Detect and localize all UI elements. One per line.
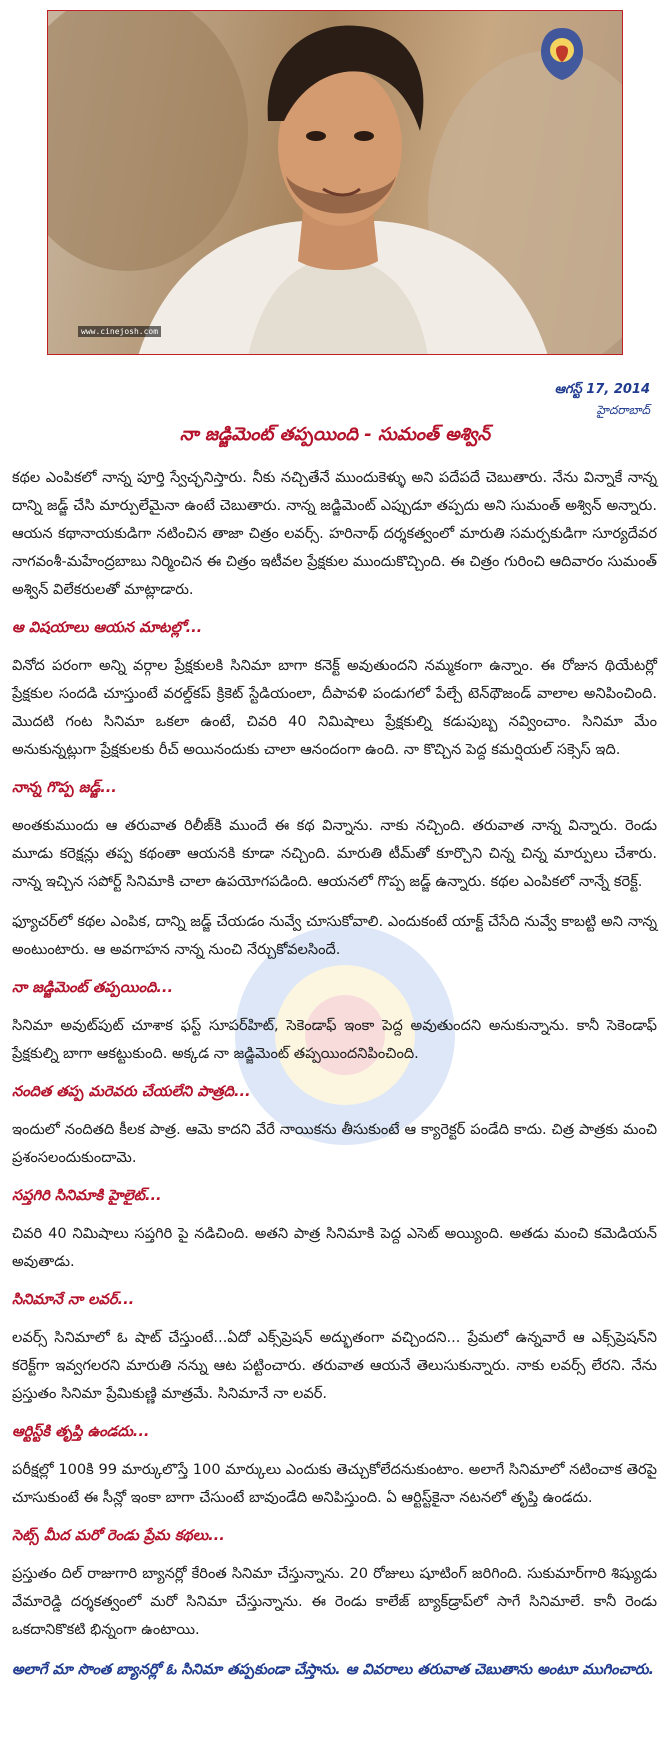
section-heading: నందిత తప్ప మరెవరు చేయలేని పాత్రది... xyxy=(12,1083,251,1100)
section-paragraph: ఫ్యూచర్‌లో కథల ఎంపిక, దాన్ని జడ్జ్ చేయడం నువ్వే చూసుకోవాలి. ఎందుకంటే యాక్ట్ చేసేది నువ్వే కాబట్టి అని నాన్న అంటుంటారు. ఆ అవగాహన నాన్న నుంచి నేర్చుకోవలసిందే. xyxy=(12,913,657,958)
intro-paragraph: కథల ఎంపికలో నాన్న పూర్తి స్వేచ్ఛనిస్తారు. నీకు నచ్చితేనే ముందుకెళ్ళు అని పదేపదే చెబుతారు. నేను విన్నాకే నాన్న దాన్ని జడ్జ్ చేసి మార్పులేమైనా ఉంటే చెబుతారు. నాన్న జడ్జిమెంట్ ఎప్పుడూ తప్పదు అని సుమంత్ అశ్విన్ అన్నారు. ఆయన కథానాయకుడిగా నటించిన తాజా చిత్రం లవర్స్. హరినాథ్ దర్శకత్వంలో మారుతి సమర్పకుడిగా సూర్యదేవర నాగవంశీ-మహేంద్రబాబు నిర్మించిన ఈ చిత్రం ఇటీవల ప్రేక్షకుల ముందుకొచ్చింది. ఈ చిత్రం గురించి ఆదివారం సుమంత్ అశ్విన్ విలేకరులతో మాట్లాడారు. xyxy=(12,469,657,598)
article-location: హైదరాబాద్ xyxy=(596,403,650,417)
section-paragraph: పరీక్షల్లో 100కి 99 మార్కులొస్తే 100 మార్కులు ఎందుకు తెచ్చుకోలేదనుకుంటాం. అలాగే సినిమాలో నటించాక తెరపై చూసుకుంటే ఈ సీన్లో ఇంకా బాగా చేసుంటే బావుండేది అనిపిస్తుంది. ఏ ఆర్టిస్ట్‌కైనా నటనలో తృప్తి ఉండదు. xyxy=(12,1461,657,1506)
article-body xyxy=(12,464,657,1696)
section-paragraph: సినిమా అవుట్‌పుట్ చూశాక ఫస్ట్ సూపర్‌హిట్, సెకెండాఫ్ ఇంకా పెద్ద అవుతుందని అనుకున్నాను. కానీ సెకెండాఫ్ ప్రేక్షకుల్ని బాగా ఆకట్టుకుంది. అక్కడ నా జడ్జిమెంట్ తప్పయిందనిపించింది. xyxy=(12,1017,657,1062)
article-photo xyxy=(47,10,623,355)
section-heading: ఆ విషయాలు ఆయన మాటల్లో... xyxy=(12,619,203,636)
section-paragraph: ఇందులో నందితది కీలక పాత్ర. ఆమె కాదని వేరే నాయికను తీసుకుంటే ఆ క్యారెక్టర్ పండేది కాదు. చిత్ర పాత్రకు మంచి ప్రశంసలందుకుందామె. xyxy=(12,1121,657,1166)
article-date: ఆగస్ట్ 17, 2014 xyxy=(554,382,650,397)
section-paragraph: చివరి 40 నిమిషాలు సప్తగిరి పై నడిచింది. అతని పాత్ర సినిమాకి పెద్ద ఎసెట్ అయ్యింది. అతడు మంచి కమెడియన్ అవుతాడు. xyxy=(12,1225,657,1270)
section-heading: సెట్స్ మీద మరో రెండు ప్రేమ కథలు... xyxy=(12,1527,225,1544)
dateline xyxy=(555,380,650,420)
section-paragraph: ప్రస్తుతం దిల్ రాజుగారి బ్యానర్లో కేరింత సినిమా చేస్తున్నాను. 20 రోజులు షూటింగ్ జరిగింది. సుకుమార్‌గారి శిష్యుడు వేమారెడ్డి దర్శకత్వంలో మరో సినిమా చేస్తున్నాను. ఈ రెండు కాలేజ్ బ్యాక్‌డ్రాప్‌లో సాగే సినిమాలే. కానీ రెండు ఒకదానికొకటి భిన్నంగా ఉంటాయి. xyxy=(12,1565,657,1638)
article-headline: నా జడ్జిమెంట్ తప్పయింది - సుమంత్ అశ్విన్ xyxy=(179,424,491,445)
section-heading: నాన్న గొప్ప జడ్జ్... xyxy=(12,779,117,796)
section-paragraph: లవర్స్ సినిమాలో ఓ షాట్ చేస్తుంటే...ఏదో ఎక్స్‌ప్రెషన్ అద్భుతంగా వచ్చిందని... ప్రేమలో ఉన్నవారే ఆ ఎక్స్‌ప్రెషన్‌ని కరెక్ట్‌గా ఇవ్వగలరని మారుతి నన్ను ఆట పట్టించారు. తరువాత ఆయనే తెలుసుకున్నారు. నాకు లవర్స్ లేరని. నేను ప్రస్తుతం సినిమా ప్రేమికుణ్ణి మాత్రమే. సినిమానే నా లవర్. xyxy=(12,1329,657,1402)
closing-paragraph: అలాగే మా సొంత బ్యానర్లో ఓ సినిమా తప్పకుండా చేస్తాను. ఆ వివరాలు తరువాత చెబుతాను అంటూ ముగించారు. xyxy=(12,1661,655,1678)
section-heading: సప్తగిరి సినిమాకి హైలైట్... xyxy=(12,1187,162,1204)
section-paragraph: అంతకుముందు ఆ తరువాత రిలీజ్‌కి ముందే ఈ కథ విన్నాను. నాకు నచ్చింది. తరువాత నాన్న విన్నారు. రెండు మూడు కరెక్షన్లు తప్ప కథంతా ఆయనకి కూడా నచ్చింది. మారుతి టీమ్‌తో కూర్చొని చిన్న చిన్న మార్పులు చేశారు. నాన్న ఇచ్చిన సపోర్ట్ సినిమాకి చాలా ఉపయోగపడింది. ఆయనలో గొప్ప జడ్జ్ ఉన్నారు. కథల ఎంపికలో నాన్నే కరెక్ట్. xyxy=(12,817,657,890)
photo-watermark: www.cinejosh.com xyxy=(78,326,161,337)
section-heading: నా జడ్జిమెంట్ తప్పయింది... xyxy=(12,979,174,996)
section-heading: సినిమానే నా లవర్... xyxy=(12,1291,135,1308)
site-logo-icon xyxy=(539,26,585,82)
actor-portrait xyxy=(48,11,623,355)
section-heading: ఆర్టిస్ట్‌కి తృప్తి ఉండదు... xyxy=(12,1423,150,1440)
section-paragraph: వినోద పరంగా అన్ని వర్గాల ప్రేక్షకులకి సినిమా బాగా కనెక్ట్ అవుతుందని నమ్మకంగా ఉన్నాం. ఈ రోజున థియేటర్లో ప్రేక్షకుల సందడి చూస్తుంటే వరల్డ్‌కప్ క్రికెట్ స్టేడియంలా, దీపావళి పండుగలో పేల్చే టెన్‌థౌజండ్ వాలాల అనిపించింది. మొదటి గంట సినిమా ఒకలా ఉంటే, చివరి 40 నిమిషాలు ప్రేక్షకుల్ని కడుపుబ్బ నవ్వించాం. సినిమా మేం అనుకున్నట్లుగా ప్రేక్షకులకు రీచ్ అయినందుకు చాలా ఆనందంగా ఉంది. నా కొచ్చిన పెద్ద కమర్షియల్ సక్సెస్ ఇది. xyxy=(12,657,657,758)
